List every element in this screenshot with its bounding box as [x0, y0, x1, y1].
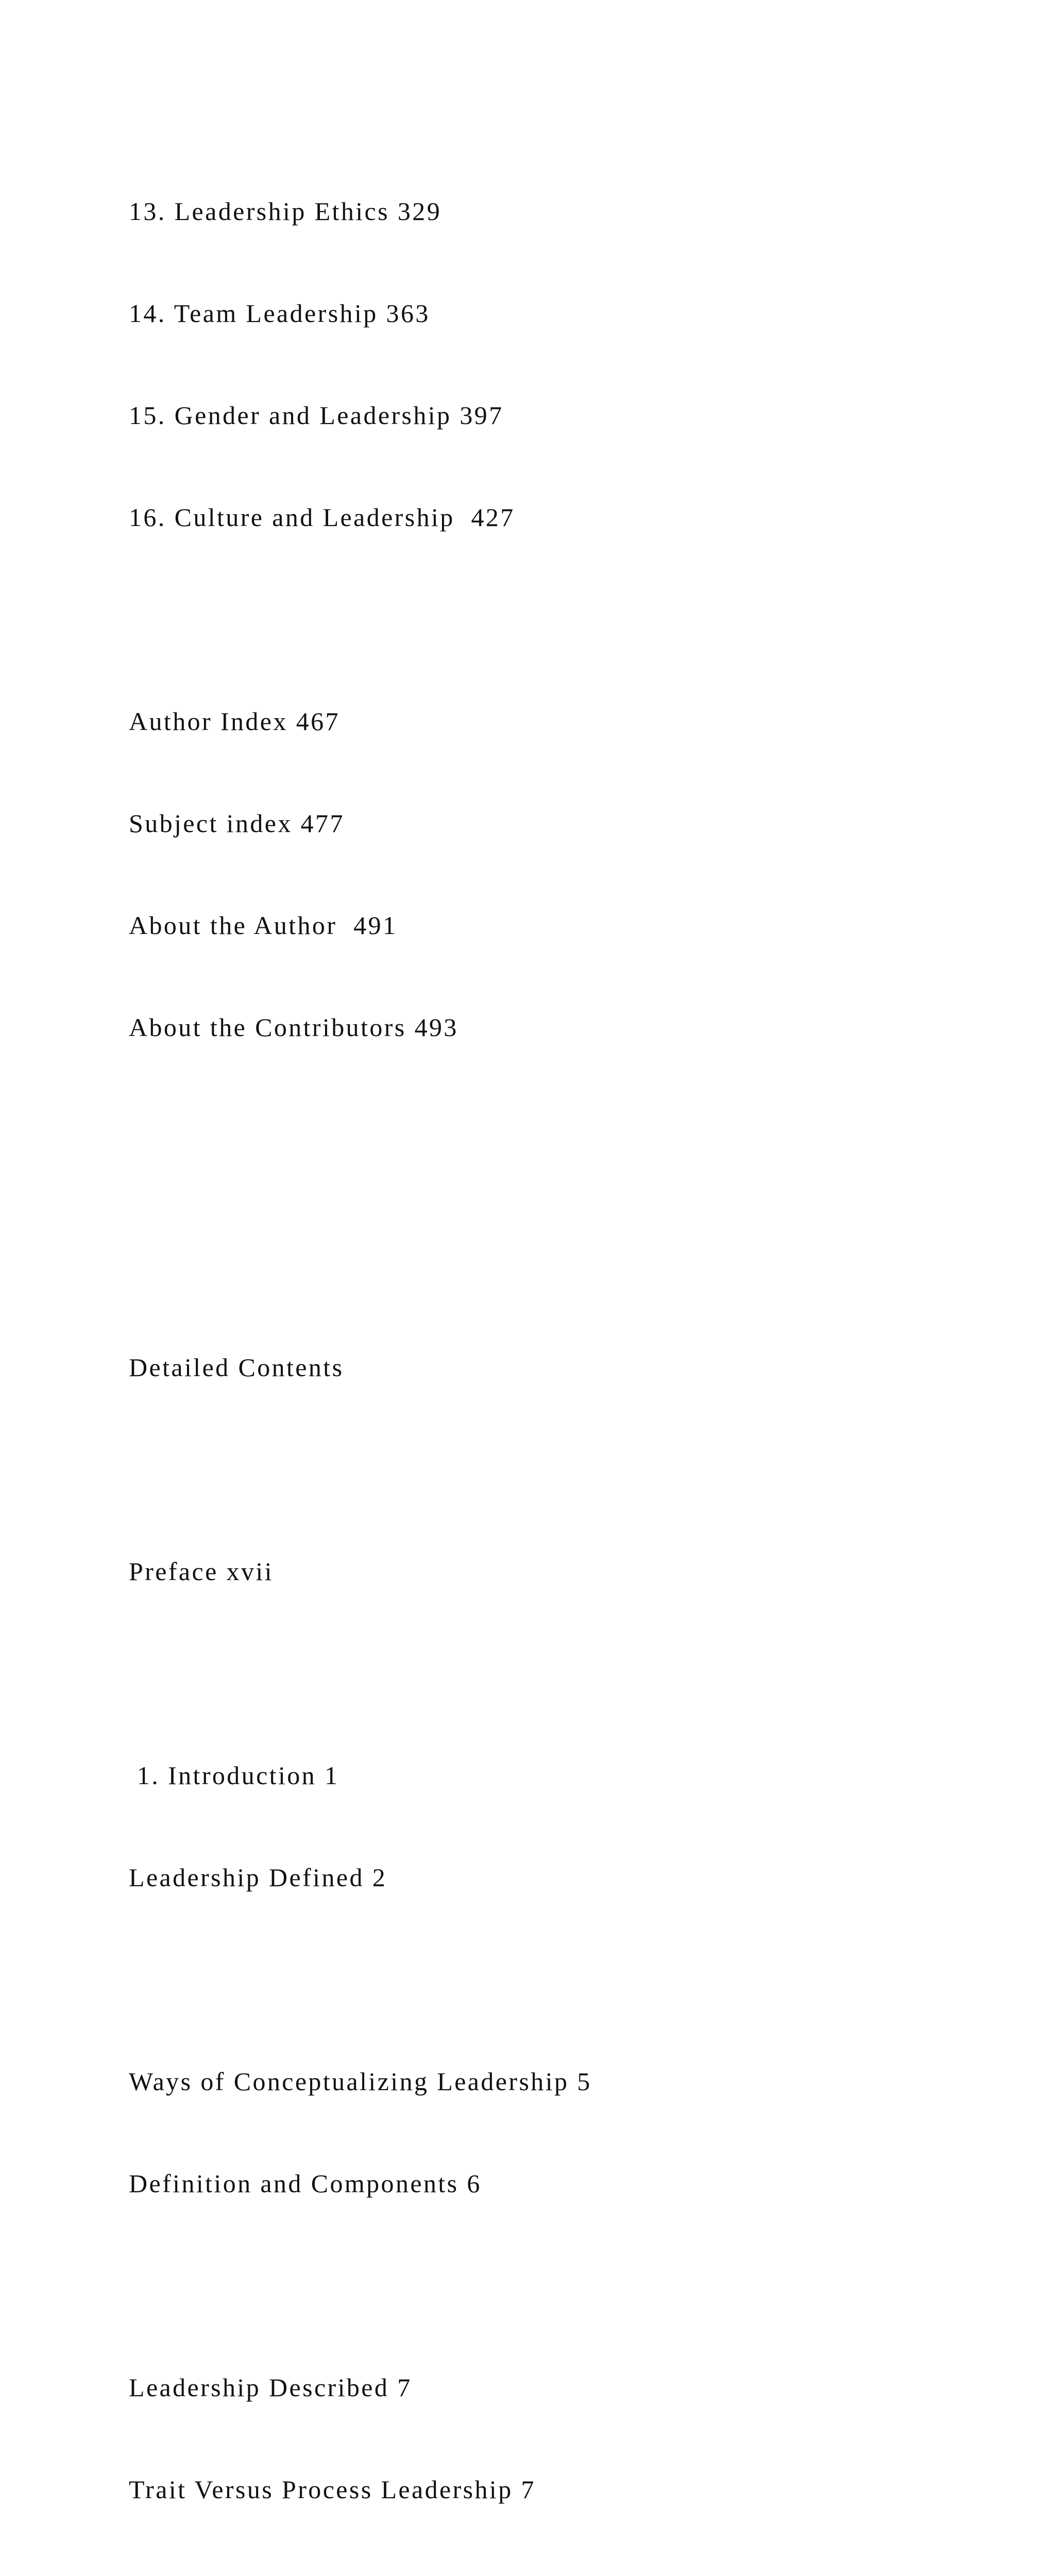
section-leadership-defined: Leadership Defined 2	[129, 1863, 387, 1892]
preface-entry: Preface xvii	[129, 1557, 274, 1586]
section-leadership-described: Leadership Described 7	[129, 2373, 412, 2402]
toc-entry-ch16: 16. Culture and Leadership 427	[129, 503, 515, 532]
toc-entry-author-index: Author Index 467	[129, 707, 340, 736]
spacer	[129, 602, 610, 636]
section-ways-conceptualizing: Ways of Conceptualizing Leadership 5	[129, 2067, 592, 2096]
toc-entry-about-contributors: About the Contributors 493	[129, 1013, 458, 1042]
spacer	[129, 1962, 610, 1996]
spacer	[129, 1452, 610, 1486]
contents-text	[129, 126, 610, 2576]
section-definition-components: Definition and Components 6	[129, 2169, 482, 2198]
toc-entry-ch13: 13. Leadership Ethics 329	[129, 197, 442, 226]
section-gap	[129, 1112, 610, 1282]
toc-entry-subject-index: Subject index 477	[129, 809, 345, 838]
section-trait-vs-process: Trait Versus Process Leadership 7	[129, 2475, 536, 2504]
chapter-1-title: 1. Introduction 1	[129, 1761, 339, 1790]
toc-entry-ch14: 14. Team Leadership 363	[129, 299, 430, 328]
toc-entry-about-author: About the Author 491	[129, 911, 398, 940]
toc-entry-ch15: 15. Gender and Leadership 397	[129, 401, 504, 430]
section-assigned-vs-emergent	[129, 2574, 610, 2576]
detailed-contents-heading: Detailed Contents	[129, 1353, 344, 1382]
spacer	[129, 1656, 610, 1690]
spacer	[129, 2268, 610, 2302]
